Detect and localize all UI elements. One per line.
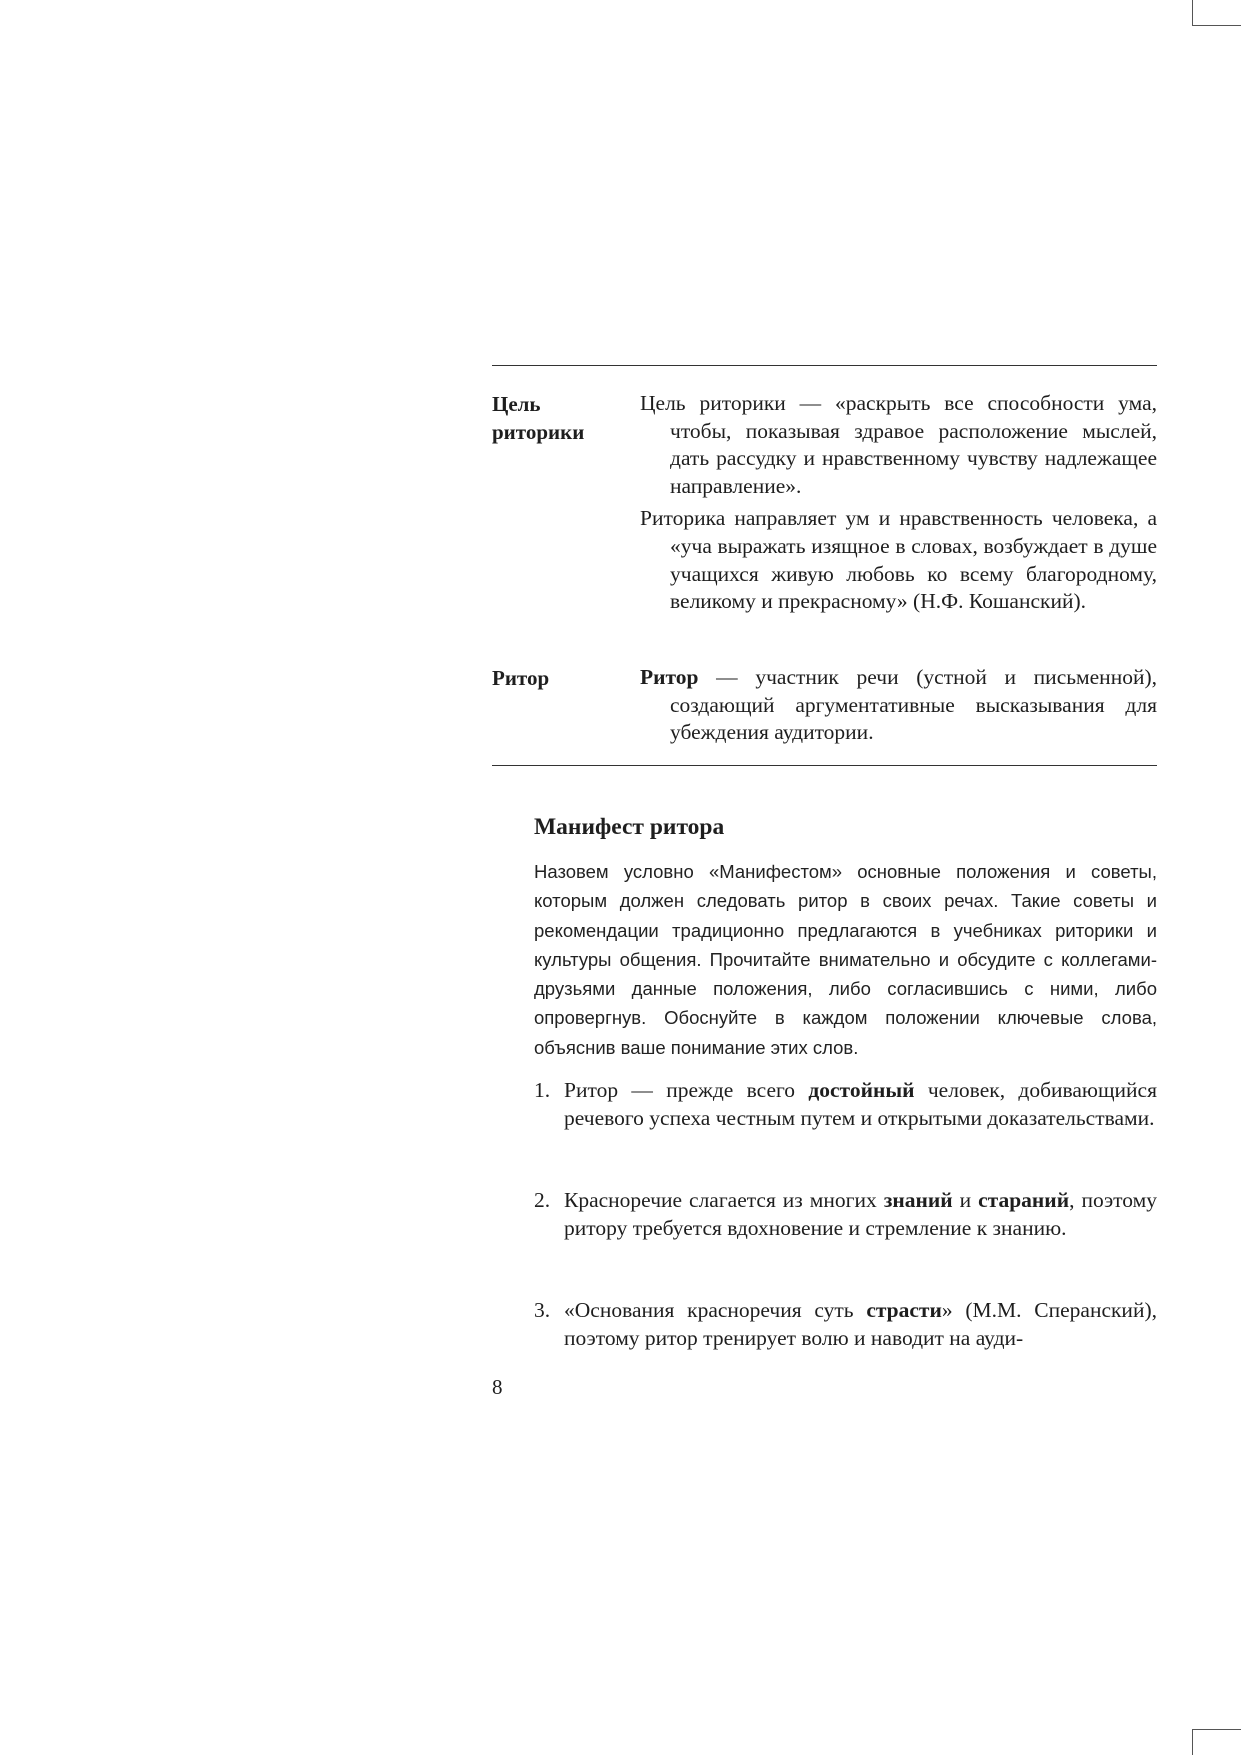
glossary-top-rule xyxy=(492,365,1157,366)
glossary-term: Цель риторики xyxy=(492,392,585,444)
crop-mark-top-right xyxy=(1192,0,1193,26)
item-keyword: страсти xyxy=(866,1298,942,1322)
list-item-number: 3. xyxy=(534,1298,551,1322)
list-item xyxy=(534,1297,1157,1352)
list-item-number: 2. xyxy=(534,1188,551,1212)
definition-paragraph xyxy=(640,390,1157,500)
crop-mark-bottom-right xyxy=(1192,1729,1241,1730)
item-text-run: , поэтому ритору требуется вдохновение и стремление к знанию. xyxy=(564,1188,1157,1240)
item-text-run: Красноречие слагается из многих xyxy=(564,1188,884,1212)
definition-paragraph xyxy=(640,505,1157,615)
list-item-text xyxy=(564,1187,1157,1242)
glossary-definition xyxy=(640,664,1157,752)
definition-text: Цель риторики — «раскрыть все способности ума, чтобы, показывая здравое расположение мыслей, дать рассудку и нравственному чувству надлежащее направление». xyxy=(640,391,1157,498)
definition-paragraph xyxy=(640,664,1157,747)
list-item xyxy=(534,1187,1157,1242)
item-text-run: и xyxy=(952,1188,979,1212)
item-keyword: знаний xyxy=(883,1188,953,1212)
item-keyword: достойный xyxy=(808,1078,915,1102)
item-text-run: «Основания красноречия суть xyxy=(564,1298,867,1322)
item-text-run: Ритор — прежде всего xyxy=(564,1078,809,1102)
page-number: 8 xyxy=(492,1375,503,1399)
section-heading: Манифест ритора xyxy=(534,814,725,840)
list-item-number: 1. xyxy=(534,1078,551,1102)
item-keyword: стараний xyxy=(978,1188,1070,1212)
list-item-text xyxy=(564,1077,1157,1132)
glossary-term: Ритор xyxy=(492,666,550,690)
list-item xyxy=(534,1077,1157,1132)
glossary-bottom-rule xyxy=(492,765,1157,766)
definition-bold-term: Ритор xyxy=(640,665,699,689)
definition-text: Риторика направляет ум и нравственность человека, а «уча выражать изящное в словах, возбуждает в душе учащихся живую любовь ко всему благородному, великому и прекрасному» (Н.Ф. Кошанский). xyxy=(640,506,1157,614)
item-text-run: человек, добивающийся речевого успеха честным путем и открытыми доказательствами. xyxy=(564,1078,1157,1130)
definition-text: — участник речи (устной и письменной), создающий аргументативные высказывания для убеждения аудитории. xyxy=(670,665,1157,745)
crop-mark-bottom-right xyxy=(1192,1729,1193,1755)
list-item-text xyxy=(564,1297,1157,1352)
section-intro: Назовем условно «Манифестом» основные положения и советы, которым должен следовать ритор в своих речах. Такие советы и рекомендации традиционно предлагаются в учебниках риторики и культуры общения. Прочитайте внимательно и обсудите с коллегами-друзьями данные положения, либо согласившись с ними, либо опровергнув. Обоснуйте в каждом положении ключевые слова, объяснив ваше понимание этих слов. xyxy=(534,861,1157,1058)
crop-mark-top-right xyxy=(1192,25,1241,26)
item-text-run: » (М.М. Сперанский), поэтому ритор тренирует волю и наводит на ауди- xyxy=(564,1298,1157,1350)
glossary-definition xyxy=(640,390,1157,621)
